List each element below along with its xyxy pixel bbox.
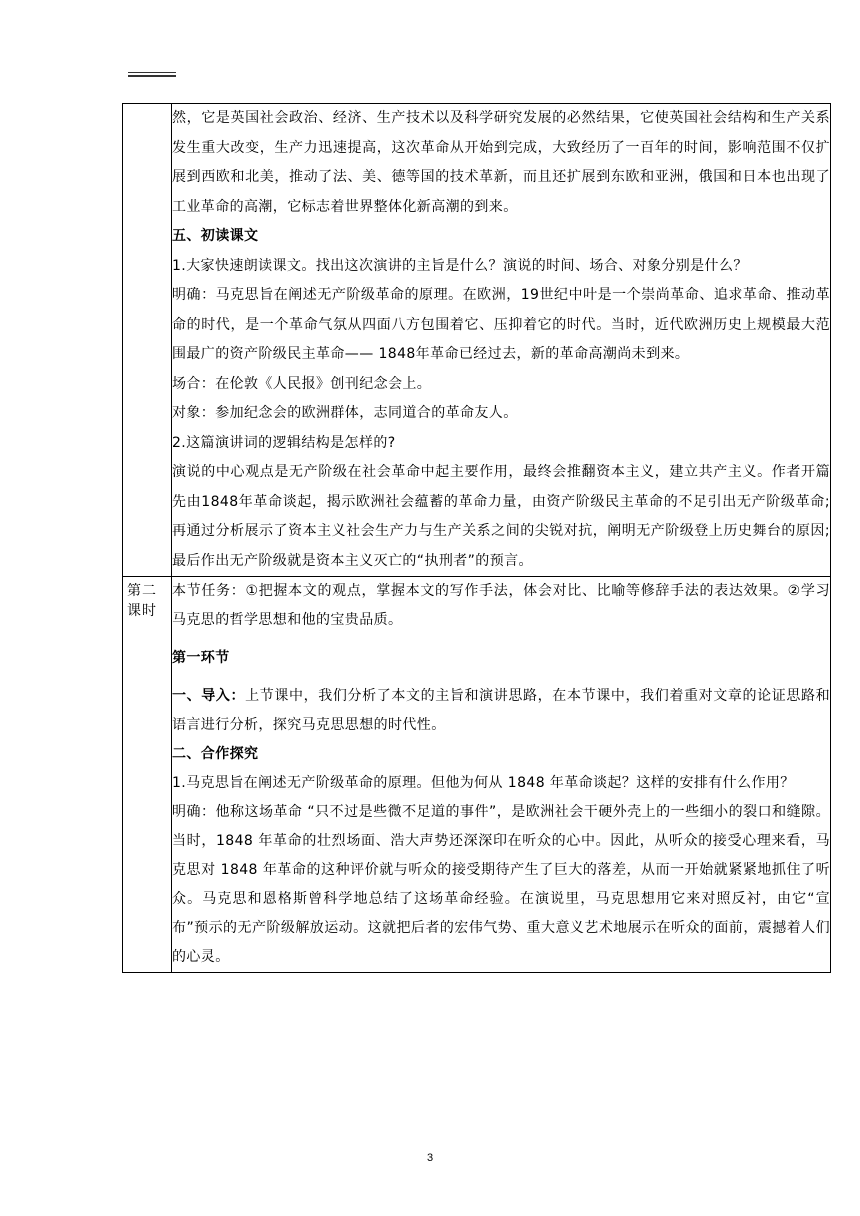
answer-3: 明确：他称这场革命 “只不过是些微不足道的事件”，是欧洲社会干硬外壳上的一些细小的裂口和缝隙。当时，1848 年革命的壮烈场面、浩大声势还深深印在听众的心中。因此，从听众的接受心理来看，马克思对 1848 年革命的这种评价就与听众的接受期待产生了巨大的落差，从而一开始就紧紧地抓住了听众。马克思和恩格斯曾科学地总结了这场革命经验。在演说里，马克思想用它来对照反衬，由它“宣布”预示的无产阶级解放运动。这就把后者的宏伟气势、重大意义艺术地展示在听众的面前，震撼着人们的心灵。 [172,804,830,965]
row-content-cell [172,104,831,577]
answer-1: 明确：马克思旨在阐述无产阶级革命的原理。在欧洲，19世纪中叶是一个崇尚革命、追求革命、推动革命的时代，是一个革命气氛从四面八方包围着它、压抑着它的时代。当时，近代欧洲历史上规模最大范围最广的资产阶级民主革命—— 1848年革命已经过去，新的革命高潮尚未到来。 [172,287,830,362]
table-row [123,104,831,577]
intro-text: 上节课中，我们分析了本文的主旨和演讲思路，在本节课中，我们着重对文章的论证思路和语言进行分析，探究马克思思想的时代性。 [172,688,831,733]
question-2: 2.这篇演讲词的逻辑结构是怎样的? [172,434,396,451]
intro-heading: 一、导入： [172,688,246,704]
audience-text: 对象：参加纪念会的欧洲群体，志同道合的革命友人。 [172,405,518,421]
section-title: 第一环节 [172,650,230,666]
table-row [123,577,831,973]
section-heading-first-reading: 五、初读课文 [172,228,259,244]
row-label-cell [123,577,172,973]
occasion-text: 场合：在伦敦《人民报》创刊纪念会上。 [172,375,432,392]
row-label [123,104,171,108]
question-3: 1.马克思旨在阐述无产阶级革命的原理。但他为何从 1848 年革命谈起？这样的安排有什么作用？ [172,775,795,791]
row-content-cell [172,577,831,973]
page-number: 3 [426,1152,434,1164]
coop-heading: 二、合作探究 [172,746,259,762]
question-1: 1.大家快速朗读课文。找出这次演讲的主旨是什么？演说的时间、场合、对象分别是什么？ [172,257,748,274]
header-rule [128,72,176,79]
row-label-second-lesson: 第二课时 [127,583,157,619]
row-label-cell [123,104,172,577]
lesson-plan-table [122,103,831,973]
paragraph-industrial-revolution: 然，它是英国社会政治、经济、生产技术以及科学研究发展的必然结果，它使英国社会结构和生产关系发生重大改变，生产力迅速提高，这次革命从开始到完成，大致经历了一百年的时间，影响范围不仅扩展到西欧和北美，推动了法、美、德等国的技术革新，而且还扩展到东欧和亚洲，俄国和日本也出现了工业革命的高潮，它标志着世界整体化新高潮的到来。 [172,110,830,215]
answer-2: 演说的中心观点是无产阶级在社会革命中起主要作用，最终会推翻资本主义，建立共产主义。作者开篇先由1848年革命谈起，揭示欧洲社会蕴蓄的革命力量，由资产阶级民主革命的不足引出无产阶级革命;再通过分析展示了资本主义社会生产力与生产关系之间的尖锐对抗，阐明无产阶级登上历史舞台的原因;最后作出无产阶级就是资本主义灭亡的“执刑者”的预言。 [172,464,830,569]
intro-paragraph [172,682,830,740]
lesson-task: 本节任务：①把握本文的观点，掌握本文的写作手法，体会对比、比喻等修辞手法的表达效果。②学习马克思的哲学思想和他的宝贵品质。 [172,583,830,628]
